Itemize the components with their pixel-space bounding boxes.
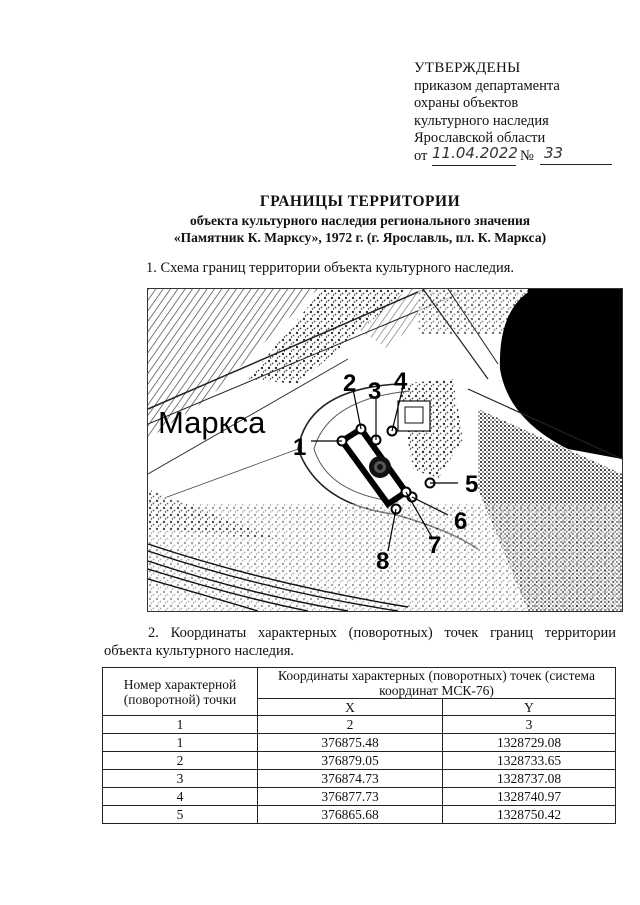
approval-line: приказом департамента [414,77,560,94]
title-line: «Памятник К. Марксу», 1972 г. (г. Ярославль, пл. К. Маркса) [173,230,547,245]
coord-y: 1328733.65 [443,752,616,770]
point-label-8: 8 [376,548,390,575]
coord-y: 1328737.08 [443,770,616,788]
approval-number: 33 [540,145,612,165]
section2-line: объекта культурного наследия. [104,643,295,659]
table-row [103,788,616,806]
column-number: 3 [443,716,616,734]
point-label-6: 6 [454,508,468,535]
map-drawing [148,289,622,611]
point-label-4: 4 [394,368,408,395]
table-row [103,752,616,770]
coordinates-table [102,667,616,824]
section-heading-coordinates [104,624,616,660]
point-number: 5 [103,806,258,824]
coord-y: 1328729.08 [443,734,616,752]
header-x: X [258,699,443,716]
point-number: 1 [103,734,258,752]
header-point-number: Номер характерной (поворотной) точки [103,668,258,716]
coord-x: 376877.73 [258,788,443,806]
point-number: 4 [103,788,258,806]
street-label: Маркса [158,405,266,440]
section2-line: 2. Координаты характерных (поворотных) точек границ территории [148,625,616,641]
approval-line: охраны объектов [414,95,519,111]
column-number-row [103,716,616,734]
approval-heading: УТВЕРЖДЕНЫ [414,60,521,76]
from-label: от [414,147,428,164]
table-row [103,770,616,788]
approval-line: Ярославской области [414,130,546,146]
approval-line: культурного наследия [414,112,549,129]
point-number: 2 [103,752,258,770]
approval-stamp [414,60,614,170]
coord-y: 1328740.97 [443,788,616,806]
coord-y: 1328750.42 [443,806,616,824]
title-line: ГРАНИЦЫ ТЕРРИТОРИИ [259,193,461,210]
point-label-2: 2 [343,370,357,397]
approval-date: 11.04.2022 [432,145,516,166]
coord-x: 376875.48 [258,734,443,752]
column-number: 1 [103,716,258,734]
point-label-5: 5 [465,471,479,498]
approval-date-line [414,143,614,170]
table-row [103,734,616,752]
point-label-3: 3 [368,378,382,405]
coord-x: 376865.68 [258,806,443,824]
boundary-scheme-map [147,288,623,612]
point-label-7: 7 [428,532,442,559]
column-number: 2 [258,716,443,734]
header-coordinates: Координаты характерных (поворотных) точек (система координат МСК-76) [258,668,616,699]
number-label: № [520,147,534,164]
table-row [103,806,616,824]
header-y: Y [443,699,616,716]
point-label-1: 1 [293,434,307,461]
title-line: объекта культурного наследия регионального значения [189,213,531,228]
coord-x: 376874.73 [258,770,443,788]
point-number: 3 [103,770,258,788]
document-title [100,192,620,246]
section-heading-scheme: 1. Схема границ территории объекта культурного наследия. [146,260,515,276]
coord-x: 376879.05 [258,752,443,770]
